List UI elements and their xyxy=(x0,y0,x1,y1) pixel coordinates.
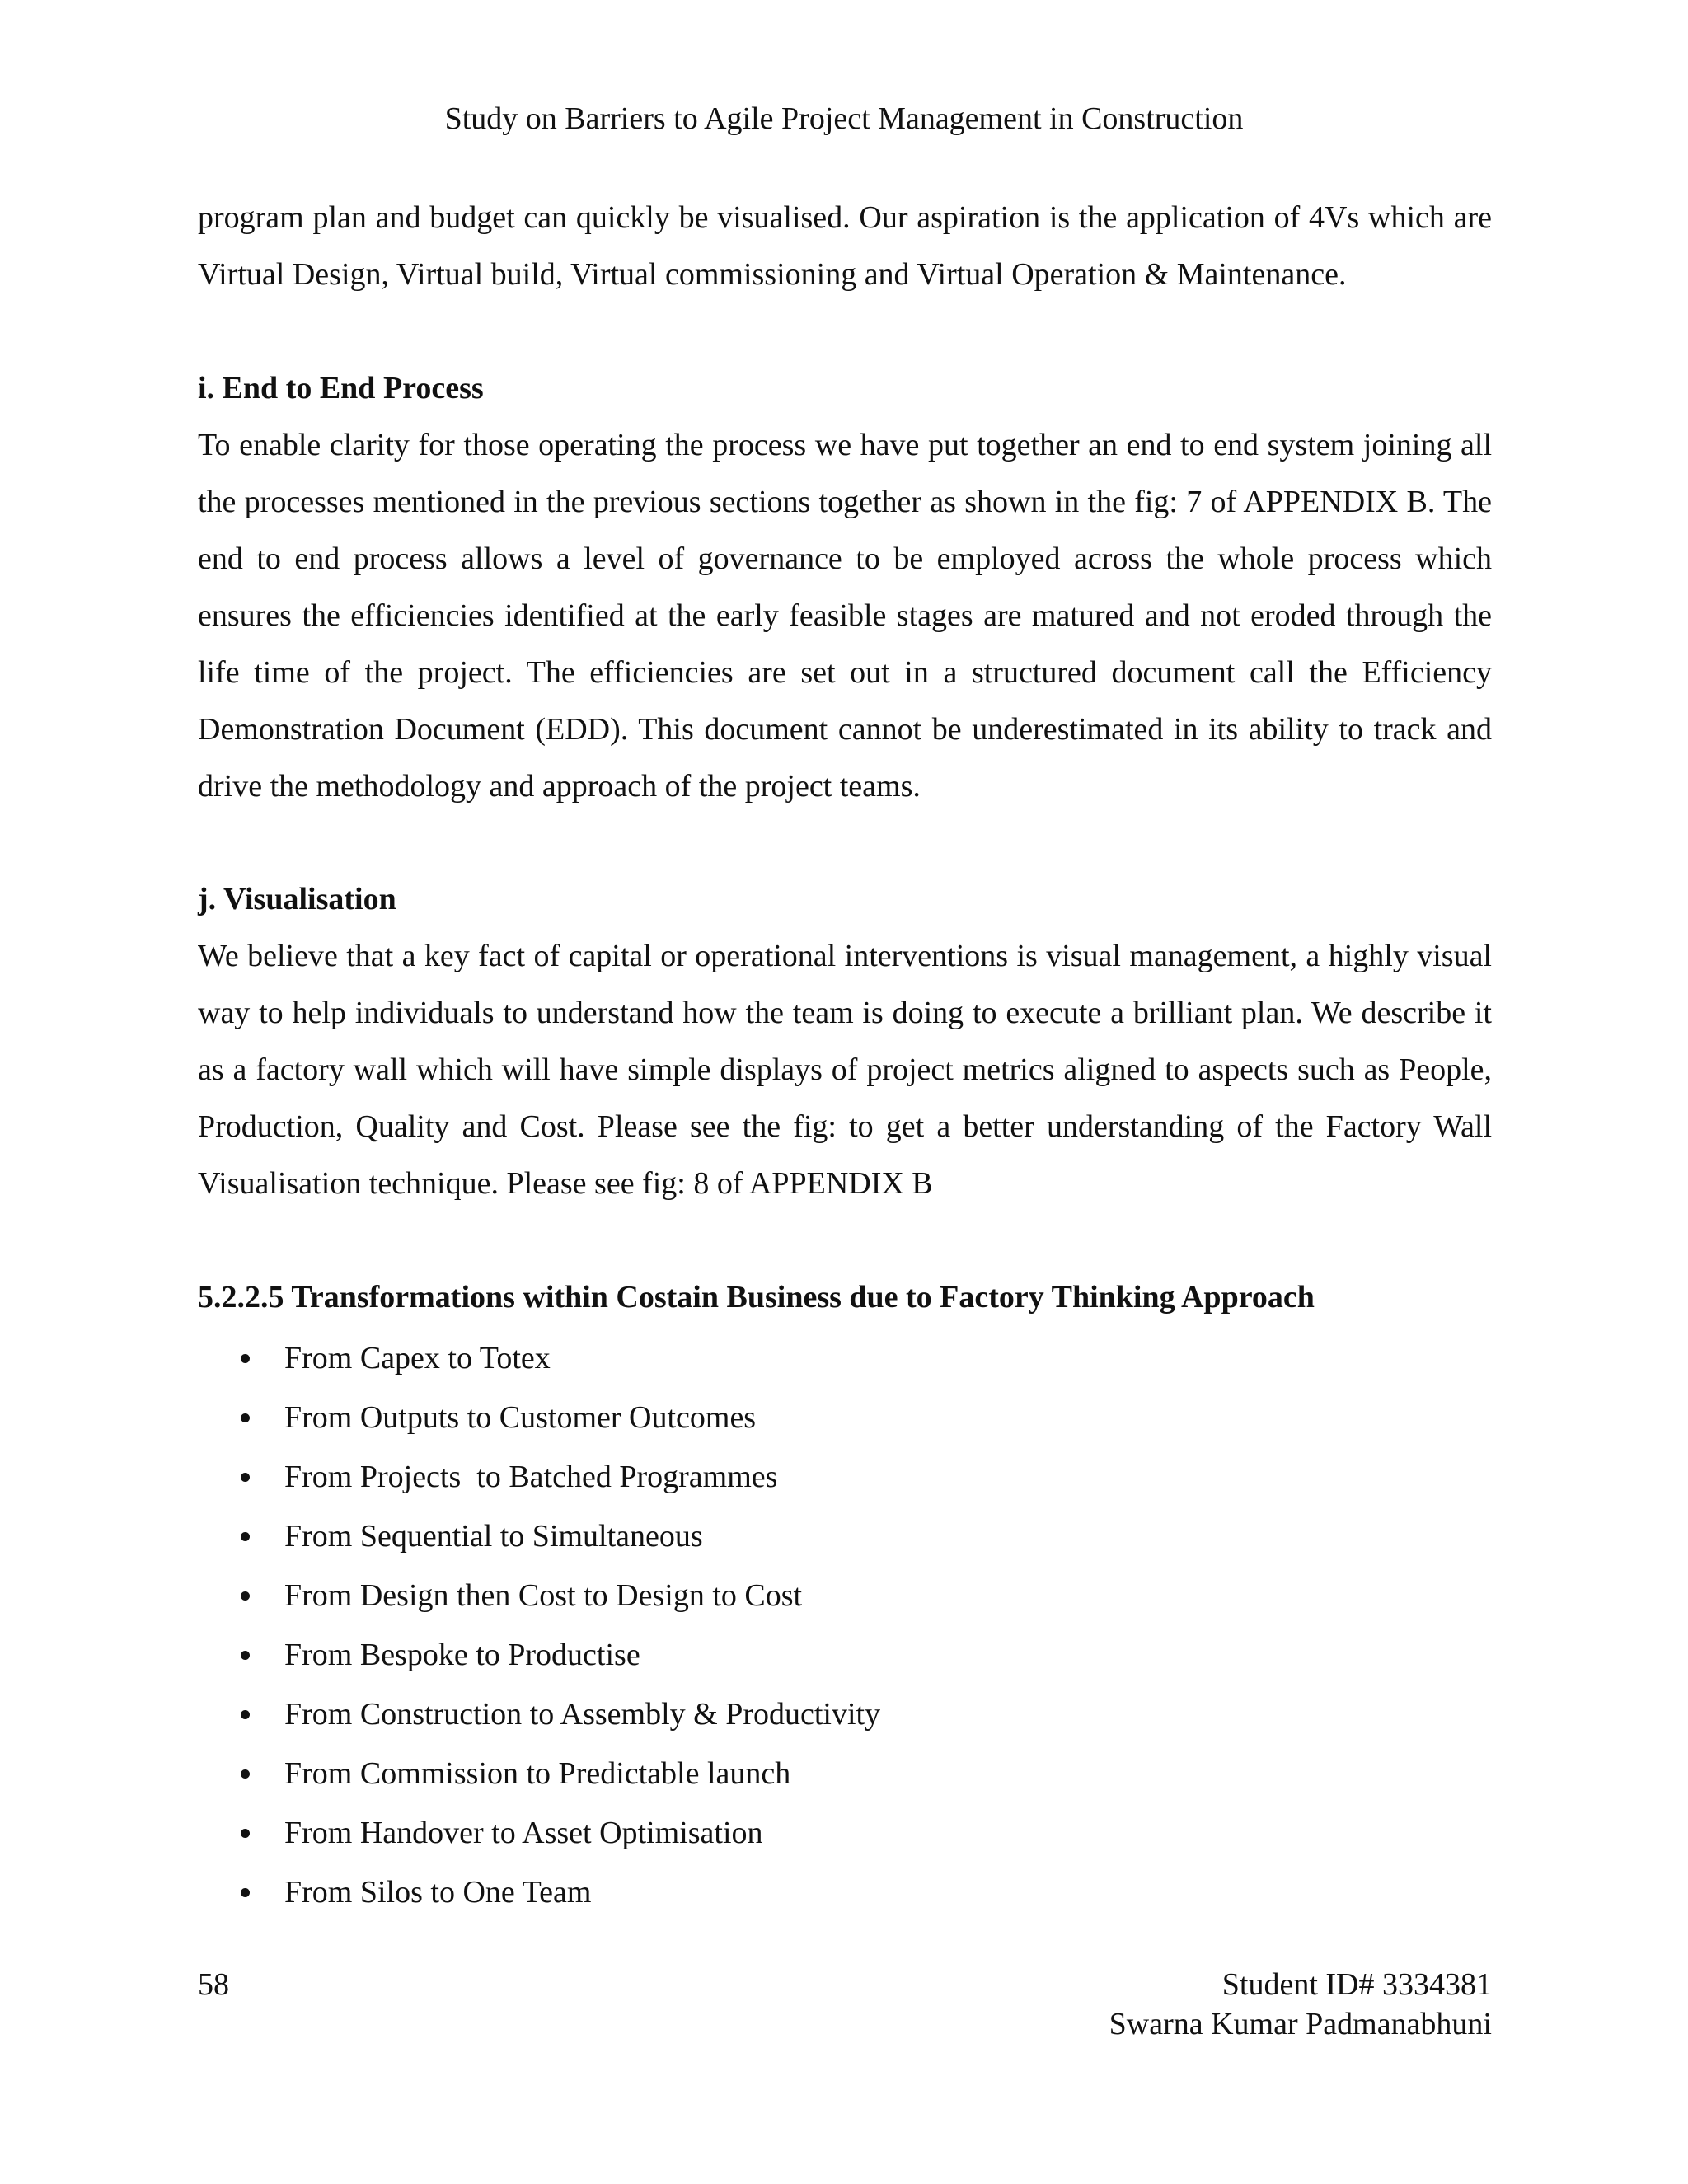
footer-author-block xyxy=(1109,1965,1492,2044)
section-heading-end-to-end: i. End to End Process xyxy=(198,371,484,405)
list-item xyxy=(198,1447,880,1507)
list-item-text: From Bespoke to Productise xyxy=(284,1638,640,1672)
author-name: Swarna Kumar Padmanabhuni xyxy=(1109,2007,1492,2041)
list-item xyxy=(198,1803,880,1863)
list-item-text: From Capex to Totex xyxy=(284,1341,551,1376)
list-item-text: From Handover to Asset Optimisation xyxy=(284,1816,763,1850)
list-item xyxy=(198,1566,880,1625)
list-item-text: From Design then Cost to Design to Cost xyxy=(284,1578,803,1613)
bullet-icon xyxy=(241,1532,250,1541)
paragraph-visualisation: We believe that a key fact of capital or operational interventions is visual management, a highly visual way to help individuals to understand how the team is doing to execute a brilliant plan. We describe it as a factory wall which will have simple displays of project metrics aligned to aspects such as People, Production, Quality and Cost. Please see the fig: to get a better understanding of the Factory Wall Visualisation technique. Please see fig: 8 of APPENDIX B xyxy=(198,939,1492,1201)
bullet-icon xyxy=(241,1591,250,1601)
list-item xyxy=(198,1329,880,1388)
list-item-text: From Commission to Predictable launch xyxy=(284,1756,791,1791)
bullet-icon xyxy=(241,1354,250,1363)
list-item xyxy=(198,1507,880,1566)
list-item-text: From Silos to One Team xyxy=(284,1875,592,1910)
bullet-icon xyxy=(241,1829,250,1838)
running-header: Study on Barriers to Agile Project Management in Construction xyxy=(444,101,1244,136)
list-item xyxy=(198,1388,880,1447)
list-item-text: From Outputs to Customer Outcomes xyxy=(284,1400,757,1435)
section-heading-visualisation: j. Visualisation xyxy=(198,882,396,916)
list-item-text: From Projects to Batched Programmes xyxy=(284,1460,778,1494)
bullet-icon xyxy=(241,1710,250,1719)
student-id: Student ID# 3334381 xyxy=(1221,1967,1492,2002)
list-item-text: From Sequential to Simultaneous xyxy=(284,1519,703,1554)
bullet-icon xyxy=(241,1473,250,1482)
bullet-icon xyxy=(241,1769,250,1779)
section-heading-transformations: 5.2.2.5 Transformations within Costain Business due to Factory Thinking Approach xyxy=(198,1280,1315,1315)
list-item xyxy=(198,1863,880,1922)
list-item-text: From Construction to Assembly & Productivity xyxy=(284,1697,881,1732)
paragraph-end-to-end: To enable clarity for those operating the process we have put together an end to end system joining all the processes mentioned in the previous sections together as shown in the fig: 7 of APPENDIX B. The end to end process allows a level of governance to be employed across the whole process which ensures the efficiencies identified at the early feasible stages are matured and not eroded through the life time of the project. The efficiencies are set out in a structured document call the Efficiency Demonstration Document (EDD). This document cannot be underestimated in its ability to track and drive the methodology and approach of the project teams. xyxy=(198,428,1492,804)
list-item xyxy=(198,1744,880,1803)
bullet-icon xyxy=(241,1888,250,1897)
list-item xyxy=(198,1625,880,1685)
list-item xyxy=(198,1685,880,1744)
transformations-list xyxy=(198,1329,880,1922)
bullet-icon xyxy=(241,1651,250,1660)
intro-paragraph: program plan and budget can quickly be visualised. Our aspiration is the application of 4Vs which are Virtual Design, Virtual build, Virtual commissioning and Virtual Operation & Maintenance. xyxy=(198,200,1492,292)
page-number: 58 xyxy=(198,1967,229,2002)
bullet-icon xyxy=(241,1413,250,1422)
